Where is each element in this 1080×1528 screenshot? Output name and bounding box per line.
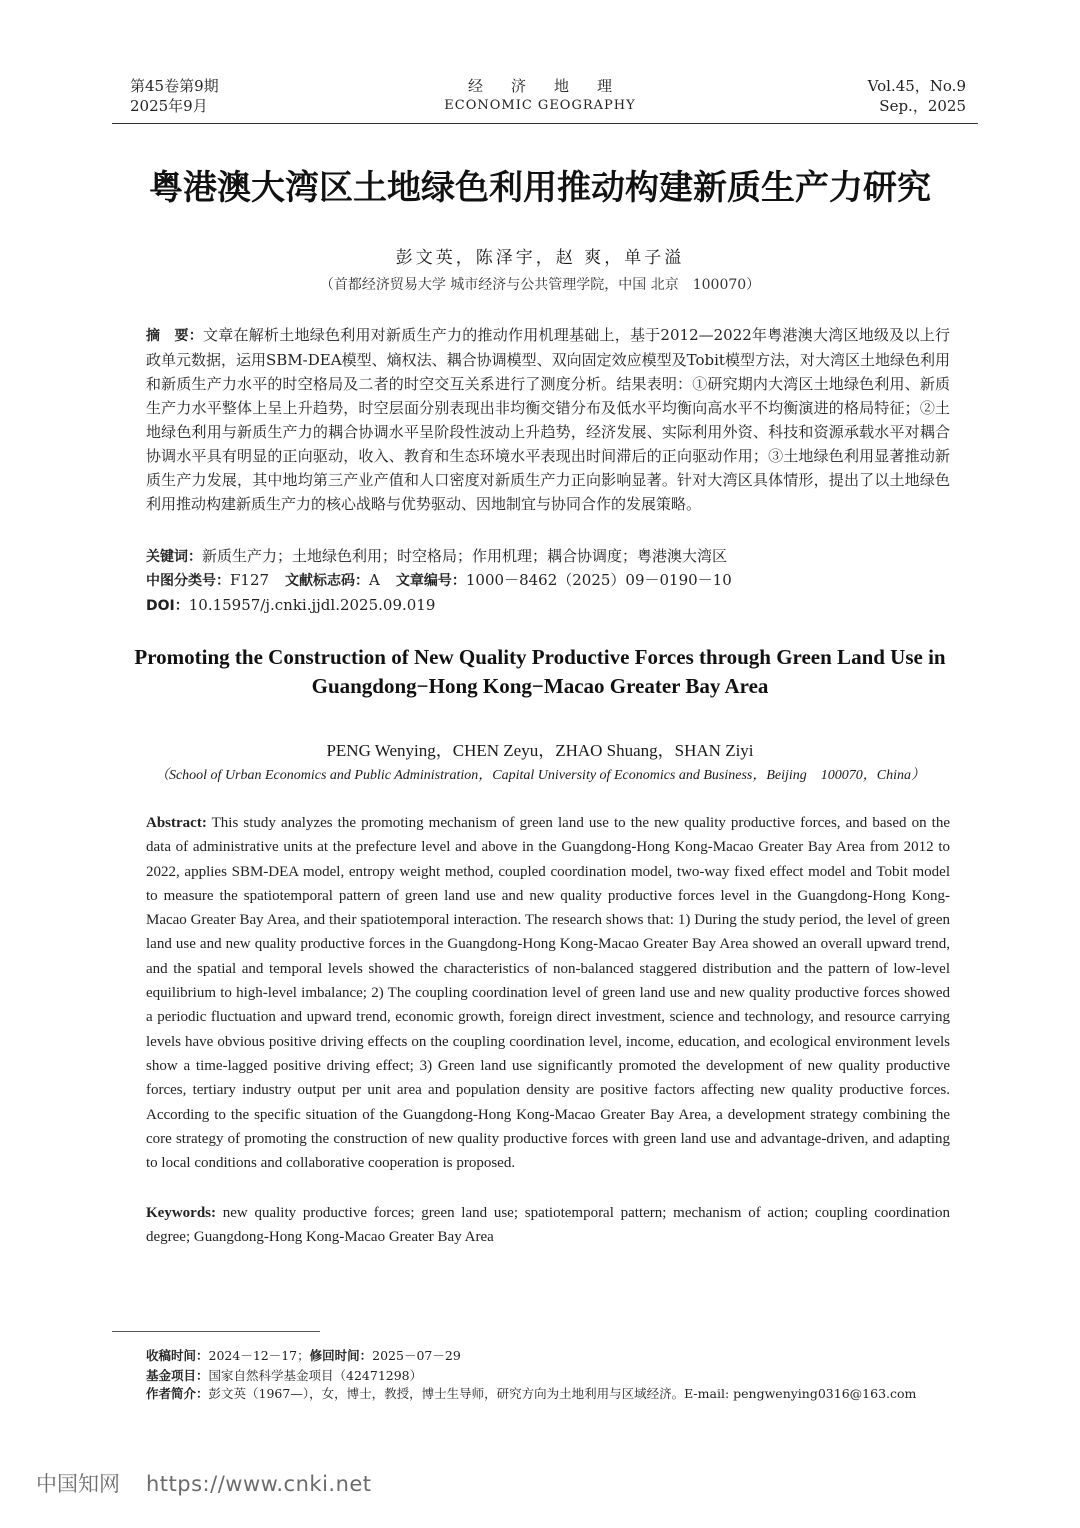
- abstract-en-text: This study analyzes the promoting mechanism of green land use to the new quality productive forces, and based on the data of administrative units at the prefecture level and above in the Guangdong-Hong Kong-Macao Greater Bay Area from 2012 to 2022, applies SBM-DEA model, entropy weight method, coupled coordination model, two-way fixed effect model and Tobit model to measure the spatiotemporal pattern of green land use and new quality productive forces level in the Guangdong-Hong Kong-Macao Greater Bay Area, and their spatiotemporal interaction. The research shows that: 1) During the study period, the level of green land use and new quality productive forces in the Guangdong-Hong Kong-Macao Greater Bay Area showed an overall upward trend, and the spatial and temporal levels showed the characteristics of non-balanced staggered distribution and the pattern of low-level equilibrium to high-level imbalance; 2) The coupling coordination level of green land use and new quality productive forces showed a periodic fluctuation and upward trend, economic growth, foreign direct investment, science and technology, and resource carrying levels have obvious positive driving effects on the coupling coordination level, income, education, and ecological environment levels show a time-lagged positive driving effect; 3) Green land use significantly promoted the development of new quality productive forces, tertiary industry output per unit area and population density are positive factors affecting new quality productive forces. According to the specific situation of the Guangdong-Hong Kong-Macao Greater Bay Area, a development strategy combining the core strategy of promoting the construction of new quality productive forces with green land use and advantage-driven, and adapting to local conditions and collaborative cooperation is proposed.: [146, 815, 950, 1172]
- paper-title-en: Promoting the Construction of New Quality Productive Forces through Green Land Use in Guangdong−Hong Kong−Macao Greater Bay Area: [134, 645, 946, 698]
- abstract-cn-label: 摘 要：: [146, 328, 203, 344]
- header-rule: [112, 123, 978, 124]
- watermark-name: 中国知网: [36, 1472, 120, 1496]
- paper-title-cn: 粤港澳大湾区土地绿色利用推动构建新质生产力研究: [149, 168, 931, 208]
- doi-line: [146, 593, 950, 618]
- fund-value: 国家自然科学基金项目（42471298）: [208, 1368, 423, 1383]
- abstract-en: [146, 811, 950, 1175]
- article-no-value: 1000－8462（2025）09－0190－10: [465, 571, 732, 589]
- fund-label: 基金项目：: [146, 1368, 209, 1383]
- header-volume-cn-text: 第45卷第9期: [130, 77, 219, 95]
- footnote-rule: [112, 1331, 320, 1332]
- header-journal-en: ECONOMIC GEOGRAPHY: [444, 98, 636, 113]
- header-volume-en: [868, 76, 966, 116]
- classification-line: [146, 568, 950, 593]
- affiliation-en: （School of Urban Economics and Public Administration，Capital University of Economics and Business，Beijing 100070，China）: [154, 768, 926, 783]
- watermark-url[interactable]: https://www.cnki.net: [146, 1472, 372, 1496]
- header-journal: [340, 76, 740, 116]
- keywords-cn: [146, 544, 950, 569]
- authors-cn: 彭文英，陈泽宇，赵 爽，单子溢: [395, 248, 685, 268]
- abstract-en-label: Abstract:: [146, 815, 207, 831]
- footnote-author: [146, 1384, 946, 1404]
- revised-label: 修回时间：: [309, 1348, 373, 1363]
- footnote-fund: [146, 1366, 946, 1386]
- doc-code-value: A: [369, 571, 380, 589]
- header-date-en: Sep.，2025: [879, 97, 966, 115]
- abstract-cn: [146, 323, 950, 516]
- header-journal-cn: 经济地理: [467, 77, 640, 95]
- doi-value[interactable]: 10.15957/j.cnki.jjdl.2025.09.019: [188, 596, 436, 614]
- received-label: 收稿时间：: [146, 1348, 209, 1363]
- doi-label: DOI：: [146, 598, 189, 614]
- keywords-cn-text: 新质生产力；土地绿色利用；时空格局；作用机理；耦合协调度；粤港澳大湾区: [202, 547, 728, 565]
- received-value: 2024－12－17；: [208, 1348, 310, 1363]
- footnote-dates: [146, 1346, 946, 1366]
- abstract-cn-text: 文章在解析土地绿色利用对新质生产力的推动作用机理基础上，基于2012—2022年粤港澳大湾区地级及以上行政单元数据，运用SBM-DEA模型、熵权法、耦合协调模型、双向固定效应模型及Tobit模型方法，对大湾区土地绿色利用和新质生产力水平的时空格局及二者的时空交互关系进行了测度分析。结果表明：①研究期内大湾区土地绿色利用、新质生产力水平整体上呈上升趋势，时空层面分别表现出非均衡交错分布及低水平均衡向高水平不均衡演进的格局特征；②土地绿色利用与新质生产力的耦合协调水平呈阶段性波动上升趋势，经济发展、实际利用外资、科技和资源承载水平对耦合协调水平具有明显的正向驱动，收入、教育和生态环境水平表现出时间滞后的正向驱动作用；③土地绿色利用显著推动新质生产力发展，其中地均第三产业产值和人口密度对新质生产力正向影响显著。针对大湾区具体情形，提出了以土地绿色利用推动构建新质生产力的核心战略与优势驱动、因地制宜与协同合作的发展策略。: [146, 326, 951, 513]
- cnki-watermark: [36, 1468, 372, 1498]
- keywords-cn-label: 关键词：: [146, 549, 202, 565]
- keywords-en: [146, 1201, 950, 1250]
- authors-en: PENG Wenying，CHEN Zeyu，ZHAO Shuang，SHAN Ziyi: [326, 741, 754, 760]
- clc-label: 中图分类号：: [146, 573, 230, 589]
- header-date-cn: 2025年9月: [130, 97, 208, 115]
- revised-value: 2025－07－29: [372, 1348, 461, 1363]
- keywords-en-text: new quality productive forces; green land use; spatiotemporal pattern; mechanism of action; coupling coordination degree; Guangdong-Hong Kong-Macao Greater Bay Area: [146, 1205, 951, 1246]
- header-volume-cn: [130, 76, 219, 116]
- affiliation-cn: （首都经济贸易大学 城市经济与公共管理学院，中国 北京 100070）: [319, 277, 761, 293]
- doc-code-label: 文献标志码：: [285, 573, 370, 589]
- keywords-en-label: Keywords:: [146, 1205, 216, 1221]
- author-bio-value: 彭文英（1967—），女，博士，教授，博士生导师，研究方向为土地利用与区域经济。E-mail: pengwenying0316@163.com: [208, 1386, 917, 1401]
- header-volume-en-text: Vol.45，No.9: [867, 77, 966, 95]
- article-no-label: 文章编号：: [395, 573, 466, 589]
- author-bio-label: 作者简介：: [146, 1386, 209, 1401]
- clc-value: F127: [230, 571, 270, 589]
